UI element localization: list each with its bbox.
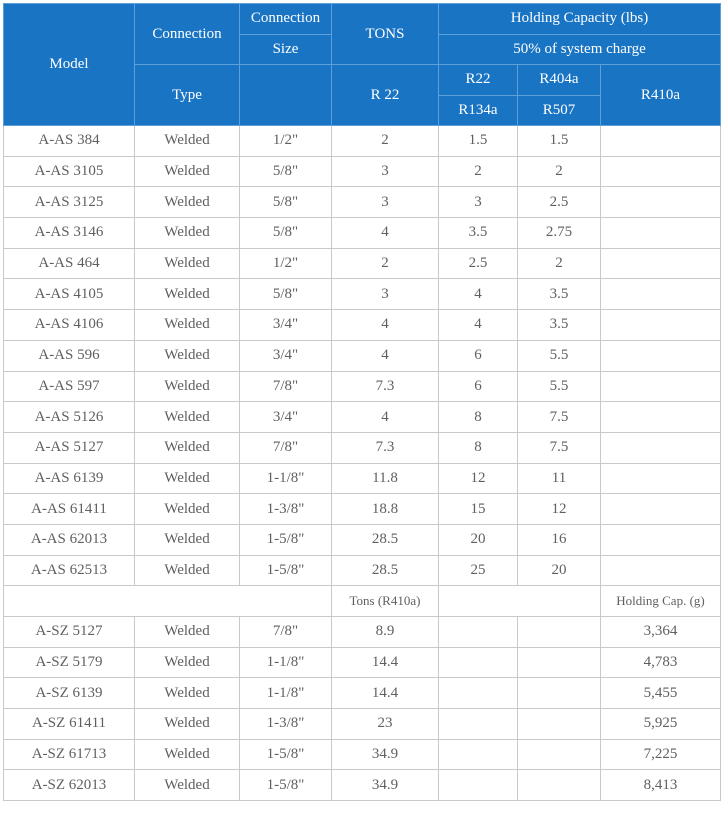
cell-r22: 4 bbox=[439, 310, 518, 341]
cell-size: 7/8" bbox=[240, 617, 332, 648]
cell-type: Welded bbox=[135, 432, 240, 463]
cell-r22: 2.5 bbox=[439, 248, 518, 279]
cell-r410a bbox=[601, 402, 721, 433]
table-row bbox=[4, 463, 721, 494]
cell-r22: 8 bbox=[439, 432, 518, 463]
header-r22-tons: R 22 bbox=[332, 65, 439, 126]
cell-size: 1-5/8" bbox=[240, 524, 332, 555]
cell-r410a bbox=[601, 555, 721, 586]
table-row bbox=[4, 218, 721, 249]
cell-r22: 6 bbox=[439, 371, 518, 402]
cell-r410a bbox=[601, 156, 721, 187]
table-row bbox=[4, 494, 721, 525]
cell-r404a: 2 bbox=[518, 248, 601, 279]
cell-r404a: 7.5 bbox=[518, 402, 601, 433]
cell-r22: 8 bbox=[439, 402, 518, 433]
cell-tons: 2 bbox=[332, 126, 439, 157]
header-model: Model bbox=[4, 4, 135, 126]
table-row bbox=[4, 739, 721, 770]
subheader-holding-cap-g: Holding Cap. (g) bbox=[601, 586, 721, 617]
cell-tons: 14.4 bbox=[332, 647, 439, 678]
cell-r404a: 11 bbox=[518, 463, 601, 494]
cell-r22 bbox=[439, 617, 518, 648]
cell-tons: 28.5 bbox=[332, 524, 439, 555]
cell-r404a: 2.75 bbox=[518, 218, 601, 249]
cell-tons: 34.9 bbox=[332, 770, 439, 801]
header-connection-size-line2: Size bbox=[240, 34, 332, 65]
cell-r410a: 5,925 bbox=[601, 709, 721, 740]
cell-model: A-AS 62013 bbox=[4, 524, 135, 555]
header-size-blank bbox=[240, 65, 332, 126]
cell-r404a bbox=[518, 709, 601, 740]
cell-r404a: 3.5 bbox=[518, 279, 601, 310]
cell-r22: 3.5 bbox=[439, 218, 518, 249]
cell-tons: 14.4 bbox=[332, 678, 439, 709]
table-row bbox=[4, 310, 721, 341]
table-header bbox=[4, 4, 721, 126]
cell-type: Welded bbox=[135, 555, 240, 586]
cell-type: Welded bbox=[135, 218, 240, 249]
cell-r410a bbox=[601, 126, 721, 157]
cell-type: Welded bbox=[135, 402, 240, 433]
cell-model: A-AS 597 bbox=[4, 371, 135, 402]
cell-r410a: 3,364 bbox=[601, 617, 721, 648]
cell-size: 1-3/8" bbox=[240, 494, 332, 525]
subheader-blank bbox=[4, 586, 332, 617]
cell-size: 1/2" bbox=[240, 126, 332, 157]
cell-tons: 2 bbox=[332, 248, 439, 279]
cell-r410a bbox=[601, 524, 721, 555]
table-row bbox=[4, 126, 721, 157]
cell-r410a bbox=[601, 340, 721, 371]
cell-model: A-AS 464 bbox=[4, 248, 135, 279]
cell-tons: 3 bbox=[332, 279, 439, 310]
cell-type: Welded bbox=[135, 524, 240, 555]
header-r404a: R404a bbox=[518, 65, 601, 96]
cell-size: 5/8" bbox=[240, 279, 332, 310]
cell-r410a bbox=[601, 432, 721, 463]
header-system-charge: 50% of system charge bbox=[439, 34, 721, 65]
cell-r404a: 5.5 bbox=[518, 340, 601, 371]
cell-r22: 4 bbox=[439, 279, 518, 310]
cell-type: Welded bbox=[135, 647, 240, 678]
cell-size: 1-5/8" bbox=[240, 555, 332, 586]
cell-r22 bbox=[439, 709, 518, 740]
cell-r410a bbox=[601, 279, 721, 310]
table-row bbox=[4, 617, 721, 648]
cell-size: 1-1/8" bbox=[240, 678, 332, 709]
cell-r404a: 1.5 bbox=[518, 126, 601, 157]
cell-tons: 28.5 bbox=[332, 555, 439, 586]
cell-type: Welded bbox=[135, 187, 240, 218]
cell-r404a: 16 bbox=[518, 524, 601, 555]
header-type: Type bbox=[135, 65, 240, 126]
cell-r22: 2 bbox=[439, 156, 518, 187]
cell-r22: 3 bbox=[439, 187, 518, 218]
cell-r404a: 2 bbox=[518, 156, 601, 187]
cell-type: Welded bbox=[135, 463, 240, 494]
cell-model: A-SZ 5127 bbox=[4, 617, 135, 648]
cell-r22: 1.5 bbox=[439, 126, 518, 157]
cell-model: A-AS 596 bbox=[4, 340, 135, 371]
cell-r22: 20 bbox=[439, 524, 518, 555]
cell-r410a bbox=[601, 310, 721, 341]
header-r134a: R134a bbox=[439, 95, 518, 126]
table-row bbox=[4, 770, 721, 801]
cell-tons: 4 bbox=[332, 218, 439, 249]
cell-r404a bbox=[518, 678, 601, 709]
subheader-tons-r410a: Tons (R410a) bbox=[332, 586, 439, 617]
cell-type: Welded bbox=[135, 770, 240, 801]
subheader-blank-2 bbox=[439, 586, 601, 617]
cell-type: Welded bbox=[135, 248, 240, 279]
cell-type: Welded bbox=[135, 279, 240, 310]
cell-model: A-SZ 5179 bbox=[4, 647, 135, 678]
cell-r404a bbox=[518, 739, 601, 770]
table-row bbox=[4, 647, 721, 678]
cell-model: A-SZ 61411 bbox=[4, 709, 135, 740]
cell-model: A-AS 384 bbox=[4, 126, 135, 157]
cell-size: 1-5/8" bbox=[240, 739, 332, 770]
sz-subheader-row bbox=[4, 586, 721, 617]
table-row bbox=[4, 340, 721, 371]
cell-model: A-AS 3146 bbox=[4, 218, 135, 249]
cell-r410a: 7,225 bbox=[601, 739, 721, 770]
cell-r404a: 5.5 bbox=[518, 371, 601, 402]
table-row bbox=[4, 678, 721, 709]
cell-type: Welded bbox=[135, 310, 240, 341]
cell-r410a bbox=[601, 218, 721, 249]
cell-r22 bbox=[439, 770, 518, 801]
header-r410a: R410a bbox=[601, 65, 721, 126]
cell-r22: 15 bbox=[439, 494, 518, 525]
cell-model: A-AS 4105 bbox=[4, 279, 135, 310]
cell-model: A-AS 62513 bbox=[4, 555, 135, 586]
cell-model: A-AS 61411 bbox=[4, 494, 135, 525]
cell-size: 1-1/8" bbox=[240, 463, 332, 494]
cell-type: Welded bbox=[135, 126, 240, 157]
table-row bbox=[4, 524, 721, 555]
cell-r22 bbox=[439, 647, 518, 678]
header-tons: TONS bbox=[332, 4, 439, 65]
cell-size: 7/8" bbox=[240, 371, 332, 402]
cell-r22: 25 bbox=[439, 555, 518, 586]
cell-type: Welded bbox=[135, 494, 240, 525]
cell-type: Welded bbox=[135, 709, 240, 740]
cell-type: Welded bbox=[135, 739, 240, 770]
cell-r410a: 5,455 bbox=[601, 678, 721, 709]
cell-type: Welded bbox=[135, 617, 240, 648]
cell-tons: 8.9 bbox=[332, 617, 439, 648]
cell-r22 bbox=[439, 739, 518, 770]
table-row bbox=[4, 432, 721, 463]
cell-tons: 11.8 bbox=[332, 463, 439, 494]
table-row bbox=[4, 187, 721, 218]
cell-r410a: 4,783 bbox=[601, 647, 721, 678]
cell-size: 1-5/8" bbox=[240, 770, 332, 801]
cell-model: A-AS 4106 bbox=[4, 310, 135, 341]
cell-r404a: 3.5 bbox=[518, 310, 601, 341]
cell-model: A-SZ 6139 bbox=[4, 678, 135, 709]
header-connection-size-line1: Connection bbox=[240, 4, 332, 35]
cell-r404a: 12 bbox=[518, 494, 601, 525]
cell-tons: 18.8 bbox=[332, 494, 439, 525]
cell-type: Welded bbox=[135, 156, 240, 187]
cell-size: 3/4" bbox=[240, 402, 332, 433]
cell-tons: 3 bbox=[332, 156, 439, 187]
cell-r410a bbox=[601, 248, 721, 279]
cell-size: 5/8" bbox=[240, 156, 332, 187]
cell-r22: 12 bbox=[439, 463, 518, 494]
cell-r404a: 7.5 bbox=[518, 432, 601, 463]
cell-model: A-SZ 61713 bbox=[4, 739, 135, 770]
table-row bbox=[4, 371, 721, 402]
cell-type: Welded bbox=[135, 371, 240, 402]
cell-size: 5/8" bbox=[240, 187, 332, 218]
cell-r404a: 2.5 bbox=[518, 187, 601, 218]
cell-r410a: 8,413 bbox=[601, 770, 721, 801]
header-connection: Connection bbox=[135, 4, 240, 65]
table-row bbox=[4, 279, 721, 310]
cell-r404a bbox=[518, 770, 601, 801]
accumulator-spec-table bbox=[3, 3, 721, 801]
cell-size: 3/4" bbox=[240, 340, 332, 371]
cell-model: A-AS 5127 bbox=[4, 432, 135, 463]
cell-tons: 4 bbox=[332, 402, 439, 433]
cell-model: A-AS 5126 bbox=[4, 402, 135, 433]
cell-r404a: 20 bbox=[518, 555, 601, 586]
table-row bbox=[4, 156, 721, 187]
cell-tons: 34.9 bbox=[332, 739, 439, 770]
table-body bbox=[4, 126, 721, 801]
cell-tons: 3 bbox=[332, 187, 439, 218]
cell-model: A-AS 3125 bbox=[4, 187, 135, 218]
cell-r410a bbox=[601, 494, 721, 525]
cell-size: 5/8" bbox=[240, 218, 332, 249]
cell-r410a bbox=[601, 463, 721, 494]
cell-size: 7/8" bbox=[240, 432, 332, 463]
cell-size: 3/4" bbox=[240, 310, 332, 341]
header-r22: R22 bbox=[439, 65, 518, 96]
header-holding-capacity: Holding Capacity (lbs) bbox=[439, 4, 721, 35]
cell-r22: 6 bbox=[439, 340, 518, 371]
table-row bbox=[4, 248, 721, 279]
cell-model: A-AS 6139 bbox=[4, 463, 135, 494]
cell-size: 1-1/8" bbox=[240, 647, 332, 678]
cell-type: Welded bbox=[135, 340, 240, 371]
table-row bbox=[4, 402, 721, 433]
cell-r404a bbox=[518, 617, 601, 648]
cell-tons: 7.3 bbox=[332, 371, 439, 402]
cell-r410a bbox=[601, 187, 721, 218]
table-row bbox=[4, 555, 721, 586]
cell-tons: 4 bbox=[332, 310, 439, 341]
cell-type: Welded bbox=[135, 678, 240, 709]
cell-model: A-SZ 62013 bbox=[4, 770, 135, 801]
header-r507: R507 bbox=[518, 95, 601, 126]
cell-tons: 7.3 bbox=[332, 432, 439, 463]
cell-size: 1/2" bbox=[240, 248, 332, 279]
table-row bbox=[4, 709, 721, 740]
cell-tons: 23 bbox=[332, 709, 439, 740]
cell-r410a bbox=[601, 371, 721, 402]
cell-r22 bbox=[439, 678, 518, 709]
cell-size: 1-3/8" bbox=[240, 709, 332, 740]
cell-tons: 4 bbox=[332, 340, 439, 371]
cell-model: A-AS 3105 bbox=[4, 156, 135, 187]
cell-r404a bbox=[518, 647, 601, 678]
